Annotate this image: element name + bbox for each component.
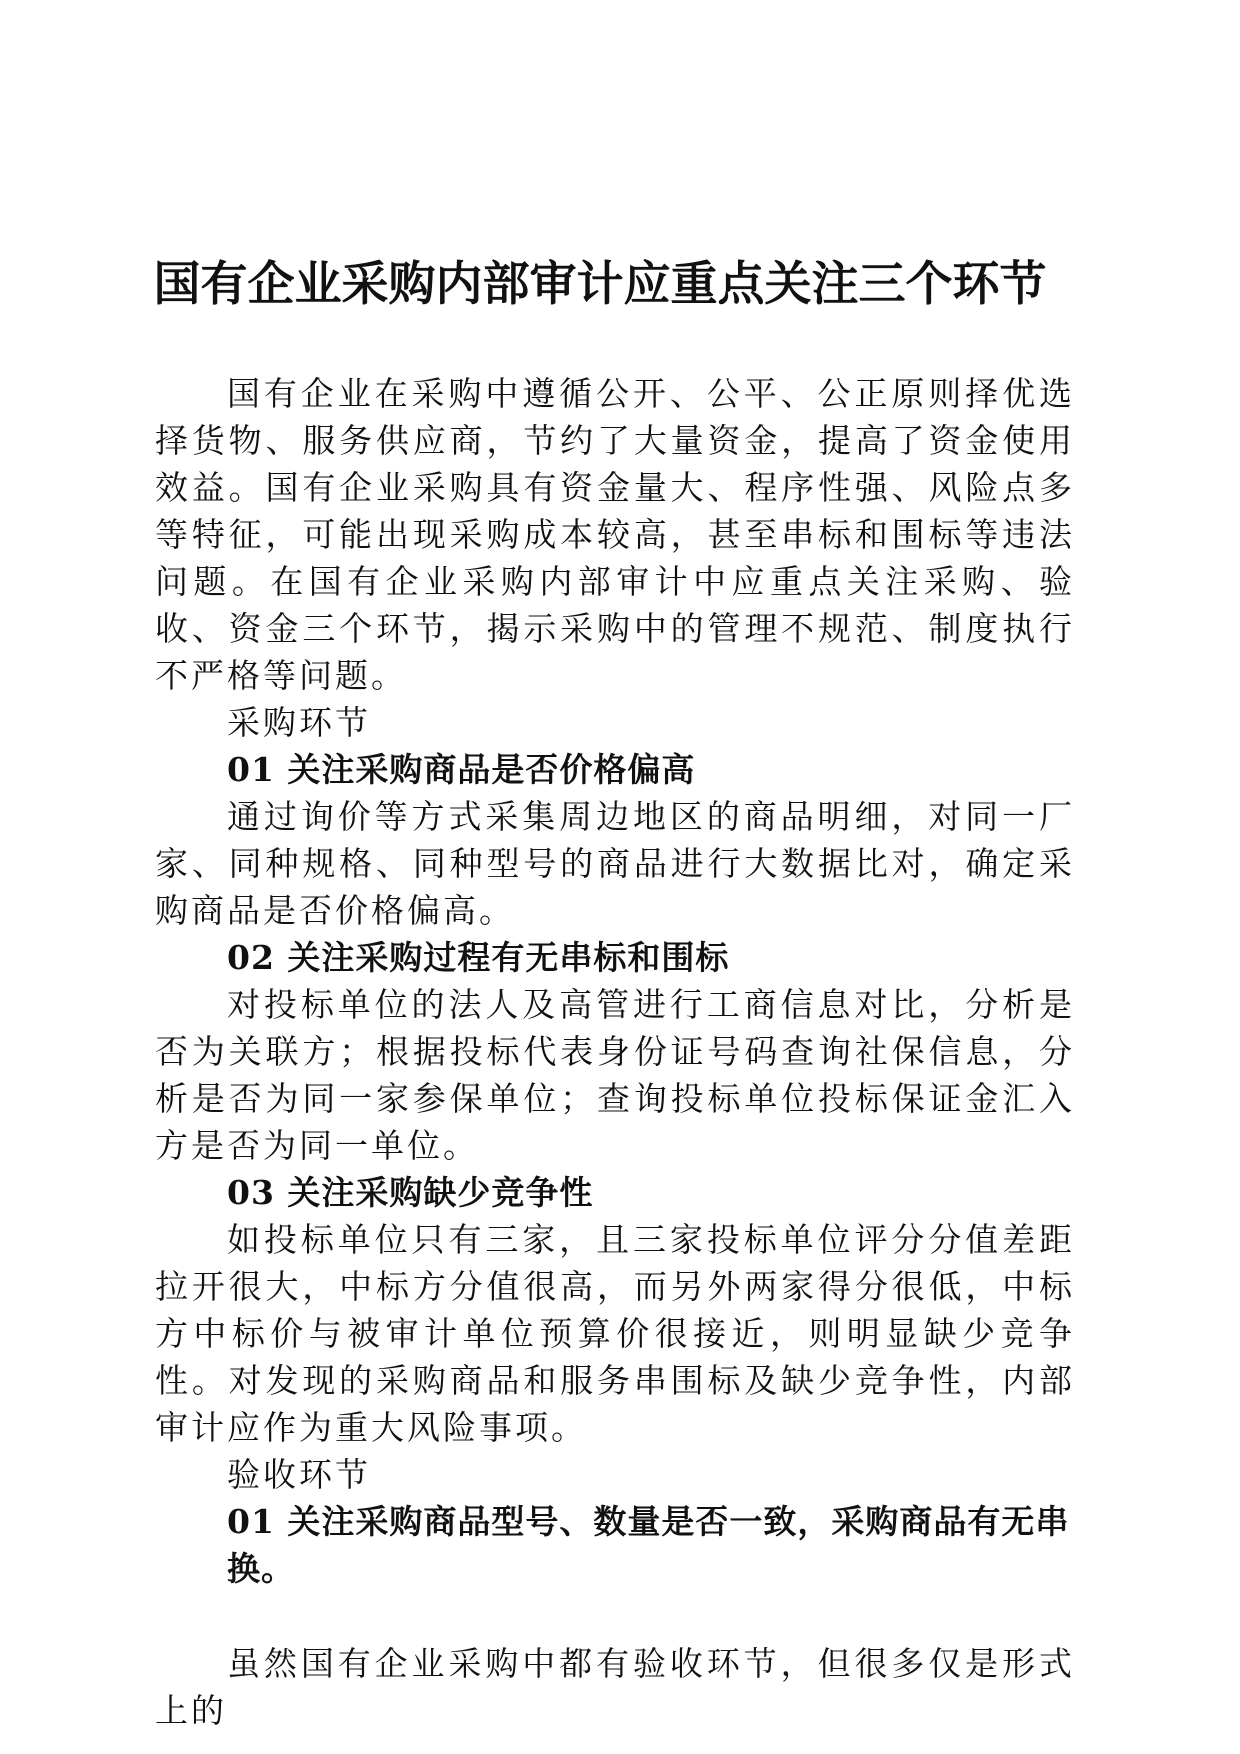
document-title: 国有企业采购内部审计应重点关注三个环节 xyxy=(153,257,1047,312)
paragraph-acceptance: 虽然国有企业采购中都有验收环节，但很多仅是形式上的 xyxy=(155,1644,1075,1730)
sub-heading-collusion: 02 关注采购过程有无串标和围标 xyxy=(227,938,730,977)
sub-heading-acceptance-check: 01 关注采购商品型号、数量是否一致，采购商品有无串换。 xyxy=(227,1502,1070,1588)
paragraph-competition: 如投标单位只有三家，且三家投标单位评分分值差距拉开很大，中标方分值很高，而另外两家得分很低，中标方中标价与被审计单位预算价很接近，则明显缺少竞争性。对发现的采购商品和服务串围标及缺少竞争性，内部审计应作为重大风险事项。 xyxy=(155,1220,1075,1447)
sub-heading-competition: 03 关注采购缺少竞争性 xyxy=(227,1173,594,1212)
section-heading-acceptance: 验收环节 xyxy=(227,1455,371,1494)
intro-paragraph: 国有企业在采购中遵循公开、公平、公正原则择优选择货物、服务供应商，节约了大量资金，提高了资金使用效益。国有企业采购具有资金量大、程序性强、风险点多等特征，可能出现采购成本较高，甚至串标和围标等违法问题。在国有企业采购内部审计中应重点关注采购、验收、资金三个环节，揭示采购中的管理不规范、制度执行不严格等问题。 xyxy=(155,374,1075,695)
paragraph-price: 通过询价等方式采集周边地区的商品明细，对同一厂家、同种规格、同种型号的商品进行大数据比对，确定采购商品是否价格偏高。 xyxy=(155,797,1075,930)
section-heading-procurement: 采购环节 xyxy=(227,703,371,742)
paragraph-gap xyxy=(155,1592,1075,1640)
document-body xyxy=(155,370,1075,1734)
sub-heading-price: 01 关注采购商品是否价格偏高 xyxy=(227,750,696,789)
paragraph-collusion: 对投标单位的法人及高管进行工商信息对比，分析是否为关联方；根据投标代表身份证号码查询社保信息，分析是否为同一家参保单位；查询投标单位投标保证金汇入方是否为同一单位。 xyxy=(155,985,1075,1165)
